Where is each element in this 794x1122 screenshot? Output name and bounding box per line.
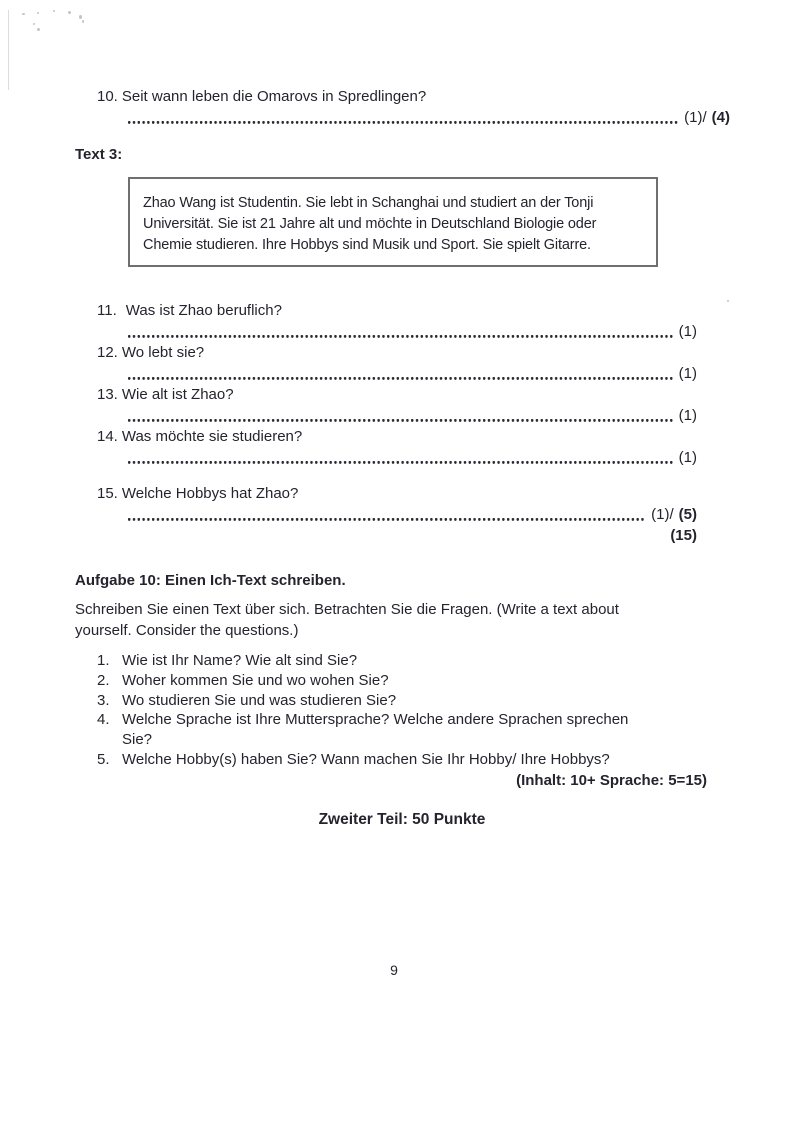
question-list	[97, 300, 697, 546]
text3-box	[128, 177, 658, 267]
dotted-leader	[128, 363, 673, 384]
marks: (1)	[678, 407, 697, 424]
list-item-number: 4.	[97, 711, 110, 729]
question-14	[97, 426, 697, 468]
marks-per-item: (1)/	[684, 109, 707, 126]
aufgabe10-question-list	[97, 651, 794, 770]
question-text: Seit wann leben die Omarovs in Spredlingen?	[121, 88, 427, 105]
text3-label: Text 3:	[75, 146, 123, 163]
answer-line	[128, 363, 697, 384]
text3-line: Chemie studieren. Ihre Hobbys sind Musik und Sport. Sie spielt Gitarre.	[143, 237, 591, 253]
answer-line	[128, 504, 697, 525]
instruction-line: yourself. Consider the questions.)	[75, 622, 299, 639]
list-item-text: Wie ist Ihr Name? Wie alt sind Sie?	[122, 652, 358, 669]
scan-artifact	[33, 23, 35, 25]
marks-total: (5)	[678, 506, 697, 523]
dotted-leader	[128, 107, 678, 128]
list-item-number: 2.	[97, 671, 110, 689]
list-item	[97, 691, 794, 711]
dotted-leader	[128, 321, 673, 342]
answer-line	[128, 321, 697, 342]
marks: (1)	[678, 365, 697, 382]
marks: (1)	[678, 449, 697, 466]
list-item-text: Wo studieren Sie und was studieren Sie?	[122, 691, 397, 709]
list-item	[97, 671, 794, 691]
scan-artifact	[8, 10, 9, 90]
question-text: Wo lebt sie?	[121, 344, 205, 361]
scan-artifact	[53, 10, 55, 12]
list-item-text: Welche Hobby(s) haben Sie? Wann machen Sie Ihr Hobby/ Ihre Hobbys?	[122, 750, 610, 768]
dotted-leader	[128, 447, 673, 468]
marks-total: (4)	[711, 109, 730, 126]
list-item-text: Sie?	[122, 731, 153, 749]
section-title: Zweiter Teil: 50 Punkte	[318, 810, 486, 828]
scan-artifact	[22, 13, 25, 15]
marks: (1)	[678, 323, 697, 340]
scan-artifact	[79, 15, 82, 19]
dotted-leader	[128, 504, 645, 525]
text3-line: Zhao Wang ist Studentin. Sie lebt in Schanghai und studiert an der Tonji	[143, 195, 594, 211]
list-item-text: Welche Sprache ist Ihre Muttersprache? Welche andere Sprachen sprechen	[122, 711, 629, 729]
marks-per-item: (1)/	[651, 506, 674, 523]
question-text: Welche Hobbys hat Zhao?	[121, 485, 299, 502]
scan-artifact	[37, 12, 39, 14]
list-item-number: 3.	[97, 691, 110, 709]
text3-line: Universität. Sie ist 21 Jahre alt und möchte in Deutschland Biologie oder	[143, 216, 597, 232]
question-text: Wie alt ist Zhao?	[121, 386, 234, 403]
aufgabe10-heading: Aufgabe 10: Einen Ich-Text schreiben.	[75, 572, 346, 589]
answer-line	[128, 447, 697, 468]
question-12	[97, 342, 697, 384]
question-number: 11.	[97, 302, 117, 319]
aufgabe10-instructions	[75, 599, 794, 641]
list-item-text: Woher kommen Sie und wo wohen Sie?	[122, 671, 389, 689]
question-number: 14.	[97, 428, 118, 445]
question-number: 10.	[97, 88, 118, 105]
list-item	[97, 750, 794, 770]
question-text: Was ist Zhao beruflich?	[125, 302, 282, 319]
question-15	[97, 483, 697, 525]
dotted-leader	[128, 405, 673, 426]
scan-artifact	[82, 20, 84, 23]
scan-artifact	[727, 300, 729, 302]
section-subtotal: (15)	[670, 527, 697, 544]
question-11	[97, 300, 697, 342]
question-number: 12.	[97, 344, 118, 361]
answer-line	[128, 107, 730, 128]
marks-note: (Inhalt: 10+ Sprache: 5=15)	[516, 771, 707, 789]
instruction-line: Schreiben Sie einen Text über sich. Betrachten Sie die Fragen. (Write a text about	[75, 601, 619, 618]
question-13	[97, 384, 697, 426]
list-item	[97, 710, 794, 750]
scan-artifact	[37, 28, 40, 31]
question-number: 13.	[97, 386, 118, 403]
scan-artifact	[68, 11, 71, 14]
list-item	[97, 651, 794, 671]
answer-line	[128, 405, 697, 426]
question-number: 15.	[97, 485, 118, 502]
page-number: 9	[390, 962, 398, 978]
list-item-number: 5.	[97, 750, 110, 768]
question-text: Was möchte sie studieren?	[121, 428, 303, 445]
question-10	[97, 86, 730, 128]
marks	[684, 107, 730, 128]
list-item-number: 1.	[97, 652, 110, 669]
marks	[651, 504, 697, 525]
